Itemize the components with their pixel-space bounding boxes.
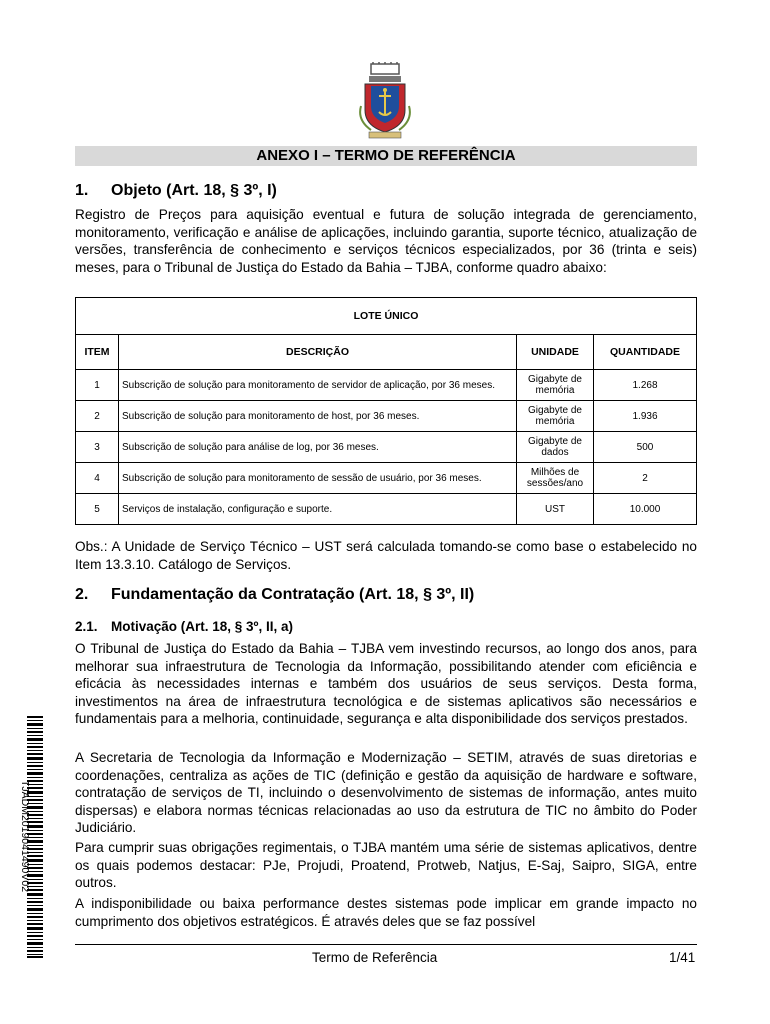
table-header-row	[76, 335, 697, 370]
section-1-heading	[75, 181, 277, 201]
cell-item: 2	[76, 401, 119, 432]
cell-descricao: Subscrição de solução para monitoramento de sessão de usuário, por 36 meses.	[119, 463, 517, 494]
cell-item: 3	[76, 432, 119, 463]
table-row	[76, 494, 697, 525]
table-row	[76, 401, 697, 432]
paragraph: A Secretaria de Tecnologia da Informação e Modernização – SETIM, através de suas diretorias e coordenações, centraliza as ações de TIC (definição e gestão da aquisição de hardware e software, contratação de serviços de TI, incluindo o desenvolvimento de sistemas de informação, antes muito dispersas) e elabora normas técnicas relacionadas ao uso da estrutura de TIC no âmbito do Poder Judiciário.	[75, 750, 697, 836]
section-title: Fundamentação da Contratação (Art. 18, § 3º, II)	[111, 586, 475, 603]
footer-title: Termo de Referência	[312, 950, 438, 965]
obs-note: Obs.: A Unidade de Serviço Técnico – UST será calculada tomando-se como base o estabelecido no Item 13.3.10. Catálogo de Serviços.	[75, 539, 697, 572]
tjba-coat-of-arms-icon	[355, 62, 415, 140]
cell-quantidade: 1.268	[594, 370, 697, 401]
col-header-unidade: UNIDADE	[517, 335, 594, 370]
table-row	[76, 463, 697, 494]
cell-unidade: Gigabyte de dados	[517, 432, 594, 463]
paragraph: O Tribunal de Justiça do Estado da Bahia – TJBA vem investindo recursos, ao longo dos anos, para melhorar sua infraestrutura de Tecnologia da Informação, possibilitando atender com eficiência e eficácia às necessidades internas e também dos usuários de seus serviços. Desta forma, investimentos na área de infraestrutura tecnológica e de sistemas aplicativos são necessários e fundamentais para a melhoria, continuidade, segurança e alta disponibilidade dos serviços prestados.	[75, 641, 697, 727]
paragraph: Para cumprir suas obrigações regimentais, o TJBA mantém uma série de sistemas aplicativos, dentre os quais podemos destacar: PJe, Projudi, Proatend, Protweb, Natjus, E-Saj, Saipro, SIGA, entre outros.	[75, 840, 697, 891]
cell-unidade: Gigabyte de memória	[517, 401, 594, 432]
cell-descricao: Subscrição de solução para monitoramento de host, por 36 meses.	[119, 401, 517, 432]
section-title: Objeto (Art. 18, § 3º, I)	[111, 182, 277, 199]
cell-descricao: Serviços de instalação, configuração e suporte.	[119, 494, 517, 525]
section-2-heading	[75, 585, 474, 605]
footer-divider	[75, 944, 697, 945]
section-1-paragraph: Registro de Preços para aquisição eventual e futura de solução integrada de gerenciamento, monitoramento, verificação e análise de aplicações, incluindo garantia, suporte técnico, atualização de versões, transferência de conhecimento e serviços técnicos especializados, por 36 (trinta e seis) meses, para o Tribunal de Justiça do Estado da Bahia – TJBA, conforme quadro abaixo:	[75, 207, 697, 275]
cell-unidade: UST	[517, 494, 594, 525]
lote-table	[75, 297, 697, 525]
table-row	[76, 432, 697, 463]
cell-descricao: Subscrição de solução para análise de log, por 36 meses.	[119, 432, 517, 463]
section-number: 1.	[75, 182, 89, 199]
cell-unidade: Milhões de sessões/ano	[517, 463, 594, 494]
lote-title: LOTE ÚNICO	[76, 298, 697, 335]
annex-title: ANEXO I – TERMO DE REFERÊNCIA	[75, 146, 697, 166]
col-header-descricao: DESCRIÇÃO	[119, 335, 517, 370]
section-number: 2.	[75, 586, 89, 603]
cell-item: 5	[76, 494, 119, 525]
cell-unidade: Gigabyte de memória	[517, 370, 594, 401]
subsection-number: 2.1.	[75, 619, 98, 634]
cell-quantidade: 2	[594, 463, 697, 494]
page-number: 1/41	[669, 950, 696, 965]
cell-descricao: Subscrição de solução para monitoramento de servidor de aplicação, por 36 meses.	[119, 370, 517, 401]
paragraph: A indisponibilidade ou baixa performance destes sistemas pode implicar em grande impacto no cumprimento dos objetivos estratégicos. É através deles que se faz possível	[75, 896, 697, 929]
cell-quantidade: 10.000	[594, 494, 697, 525]
subsection-title: Motivação (Art. 18, § 3º, II, a)	[111, 619, 293, 634]
col-header-quantidade: QUANTIDADE	[594, 335, 697, 370]
col-header-item: ITEM	[76, 335, 119, 370]
cell-item: 1	[76, 370, 119, 401]
document-code: TJADM2019041490V02	[19, 779, 31, 893]
cell-quantidade: 1.936	[594, 401, 697, 432]
cell-item: 4	[76, 463, 119, 494]
cell-quantidade: 500	[594, 432, 697, 463]
subsection-2-1-heading	[75, 618, 293, 636]
table-row	[76, 370, 697, 401]
